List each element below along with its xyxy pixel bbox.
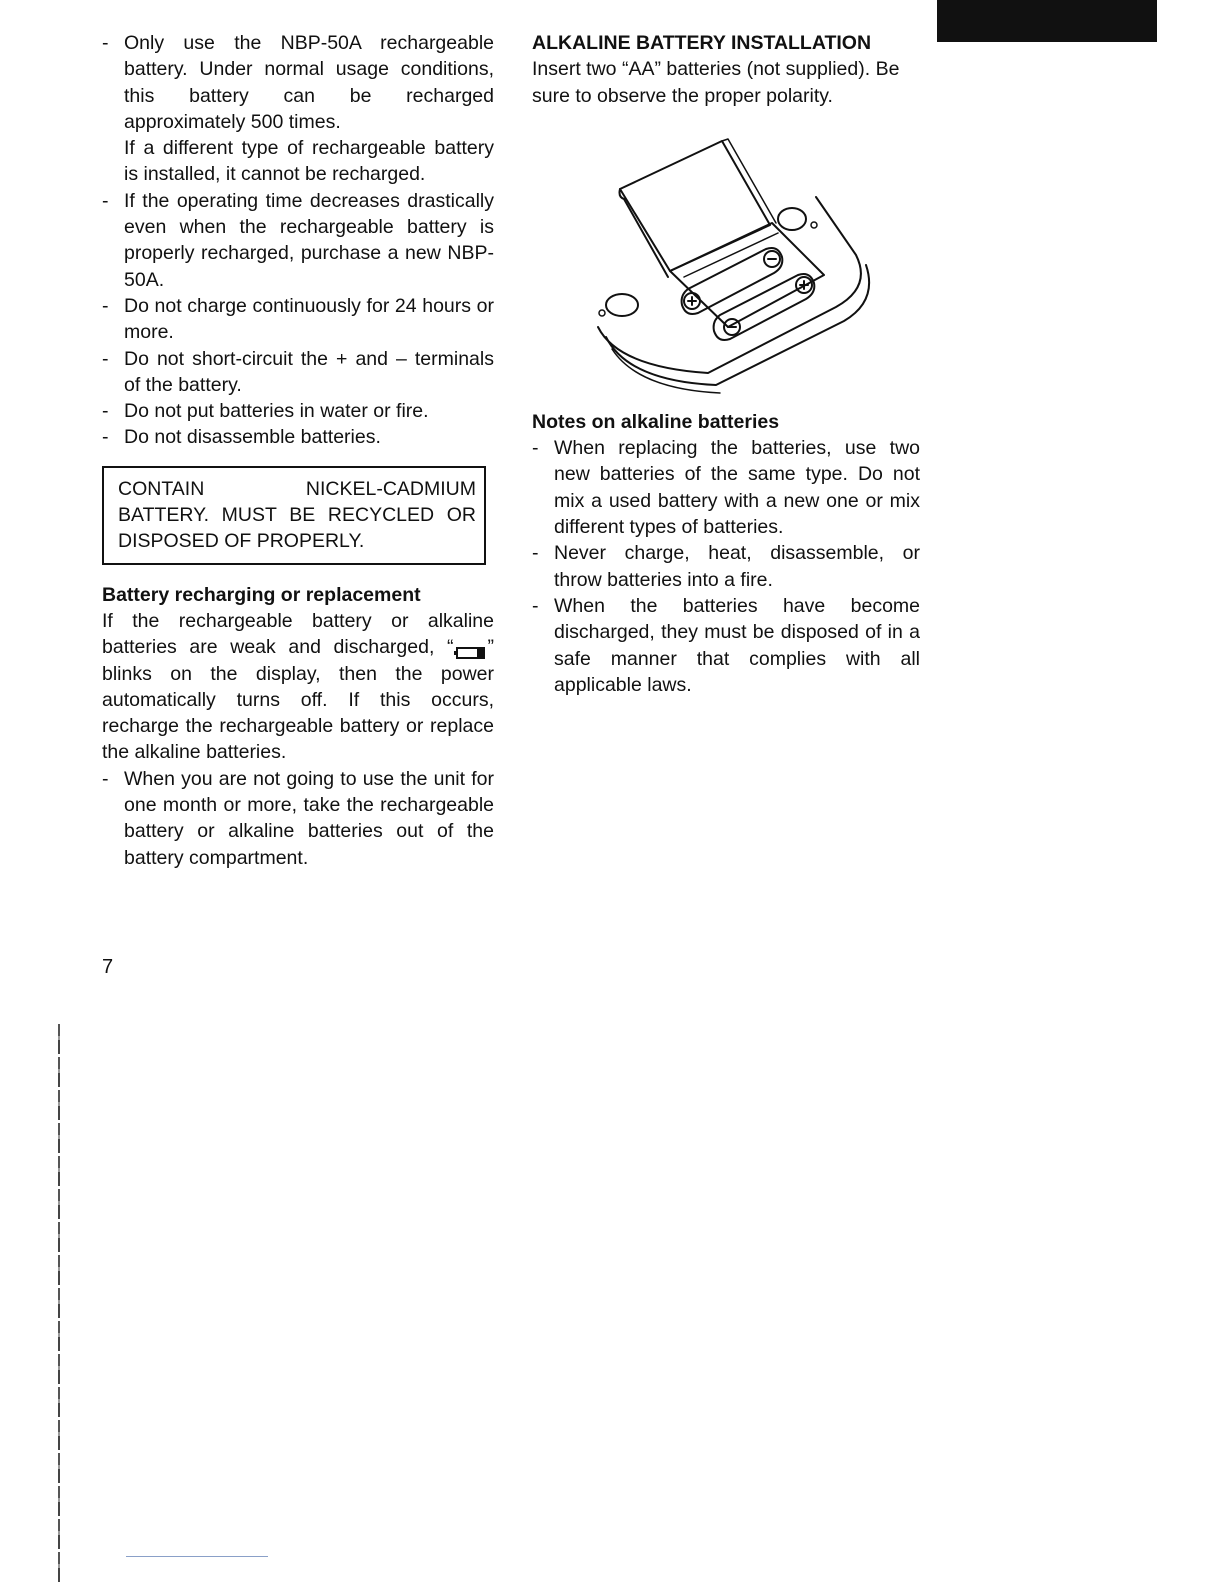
list-item	[102, 188, 494, 293]
scan-edge-line	[58, 1024, 60, 1584]
page-number: 7	[102, 956, 114, 978]
list-item	[532, 540, 920, 593]
list-item	[102, 346, 494, 399]
list-item-text: Do not charge continuously for 24 hours or more.	[124, 294, 494, 344]
alkaline-notes-list	[532, 435, 920, 698]
list-item	[102, 30, 494, 188]
list-item	[102, 293, 494, 346]
list-item	[532, 435, 920, 540]
battery-precautions-list	[102, 30, 494, 451]
left-column	[102, 30, 494, 871]
list-item-subnote: If a different type of rechargeable battery is installed, it cannot be recharged.	[124, 137, 494, 186]
list-item-text: Never charge, heat, disassemble, or throw batteries into a fire.	[554, 542, 920, 591]
list-item-text: Only use the NBP-50A rechargeable battery. Under normal usage conditions, this battery can be recharged approximately 500 times.	[124, 32, 494, 133]
list-item	[102, 766, 494, 871]
recharge-paragraph	[102, 608, 494, 766]
installation-heading: ALKALINE BATTERY INSTALLATION	[532, 32, 872, 54]
list-item-text: If the operating time decreases drastically even when the rechargeable battery is properly recharged, purchase a new NBP-50A.	[124, 189, 494, 291]
list-item	[102, 398, 494, 424]
list-item-text: Do not short-circuit the + and – terminals of the battery.	[124, 347, 494, 396]
recharge-heading: Battery recharging or replacement	[102, 583, 421, 606]
storage-advice-list	[102, 766, 494, 871]
recycling-warning-box: CONTAIN NICKEL-CADMIUM BATTERY. MUST BE RECYCLED OR DISPOSED OF PROPERLY.	[102, 466, 486, 565]
bottom-rule	[126, 1556, 268, 1557]
right-column	[532, 30, 920, 698]
recharge-text-end: ” blinks on the display, then the power automatically turns off. If this occurs, recharge the rechargeable battery or replace the alkaline batteries.	[102, 636, 494, 764]
list-item-text: When the batteries have become discharged, they must be disposed of in a safe manner that complies with all applicable laws.	[554, 594, 920, 696]
list-item	[102, 424, 494, 450]
battery-low-icon	[454, 641, 488, 655]
battery-compartment-illustration	[588, 137, 888, 397]
recharge-text-start: If the rechargeable battery or alkaline batteries are weak and discharged, “	[102, 609, 494, 659]
section-tab-marker	[937, 0, 1157, 42]
alkaline-notes-heading: Notes on alkaline batteries	[532, 410, 780, 433]
list-item	[532, 593, 920, 698]
list-item-text: Do not disassemble batteries.	[124, 426, 381, 449]
list-item-text: When you are not going to use the unit for one month or more, take the rechargeable battery or alkaline batteries out of the battery compartment.	[124, 767, 494, 869]
list-item-text: When replacing the batteries, use two new batteries of the same type. Do not mix a used battery with a new one or mix different types of batteries.	[554, 437, 920, 539]
installation-paragraph: Insert two “AA” batteries (not supplied). Be sure to observe the proper polarity.	[532, 58, 900, 107]
list-item-text: Do not put batteries in water or fire.	[124, 400, 429, 423]
